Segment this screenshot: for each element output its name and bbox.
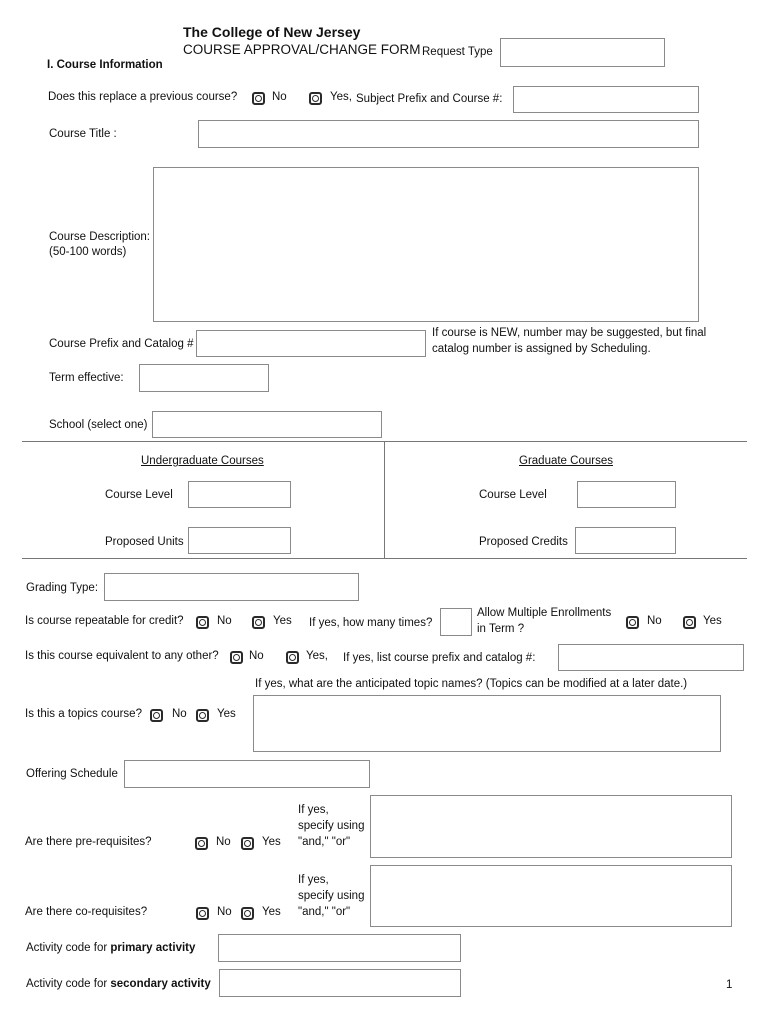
college-name: The College of New Jersey — [183, 24, 361, 40]
repeatable-question: Is course repeatable for credit? — [25, 615, 184, 627]
equivalent-no-label: No — [249, 650, 264, 662]
replace-yes-radio[interactable] — [309, 92, 322, 105]
repeatable-no-label: No — [217, 615, 232, 627]
prereq-spec-line3: "and," "or" — [298, 836, 351, 848]
multi-enroll-no-label: No — [647, 615, 662, 627]
prereq-yes-label: Yes — [262, 836, 281, 848]
grad-level-field[interactable] — [577, 481, 676, 508]
coreq-spec-line1: If yes, — [298, 874, 329, 886]
course-description-hint: (50-100 words) — [49, 246, 127, 258]
prereq-field[interactable] — [370, 795, 732, 858]
subject-prefix-field[interactable] — [513, 86, 699, 113]
grad-credits-field[interactable] — [575, 527, 676, 554]
primary-activity-label: Activity code for primary activity — [26, 942, 196, 954]
replace-no-radio[interactable] — [252, 92, 265, 105]
form-title: COURSE APPROVAL/CHANGE FORM — [183, 42, 421, 57]
coreq-question: Are there co-requisites? — [25, 906, 148, 918]
prereq-spec-line1: If yes, — [298, 804, 329, 816]
multi-enroll-line2: in Term ? — [477, 623, 525, 635]
catalog-note-line2: catalog number is assigned by Scheduling. — [432, 343, 651, 355]
course-description-label: Course Description: — [49, 231, 150, 243]
course-description-field[interactable] — [153, 167, 699, 322]
replace-no-label: No — [272, 91, 287, 103]
topic-names-field[interactable] — [253, 695, 721, 752]
offering-schedule-label: Offering Schedule — [26, 768, 118, 780]
term-effective-field[interactable] — [139, 364, 269, 392]
repeatable-yes-label: Yes — [273, 615, 292, 627]
equivalent-question: Is this course equivalent to any other? — [25, 650, 219, 662]
multi-enroll-yes-radio[interactable] — [683, 616, 696, 629]
request-type-label: Request Type — [422, 46, 493, 58]
section-divider-vertical — [384, 441, 385, 558]
prereq-yes-radio[interactable] — [241, 837, 254, 850]
prefix-catalog-field[interactable] — [196, 330, 426, 357]
multi-enroll-line1: Allow Multiple Enrollments — [477, 607, 612, 619]
catalog-note-line1: If course is NEW, number may be suggested, but final — [432, 327, 707, 339]
topics-no-radio[interactable] — [150, 709, 163, 722]
page-number: 1 — [726, 979, 733, 991]
prereq-spec-line2: specify using — [298, 820, 365, 832]
prereq-question: Are there pre-requisites? — [25, 836, 152, 848]
replace-yes-label: Yes, — [330, 91, 352, 103]
undergrad-level-field[interactable] — [188, 481, 291, 508]
offering-schedule-field[interactable] — [124, 760, 370, 788]
equivalent-list-label: If yes, list course prefix and catalog #: — [343, 652, 536, 664]
coreq-yes-radio[interactable] — [241, 907, 254, 920]
coreq-spec-line2: specify using — [298, 890, 365, 902]
grading-type-label: Grading Type: — [26, 582, 99, 594]
prereq-no-label: No — [216, 836, 231, 848]
topics-yes-label: Yes — [217, 708, 236, 720]
grad-heading: Graduate Courses — [519, 455, 613, 467]
grad-level-label: Course Level — [479, 489, 547, 501]
course-title-label: Course Title : — [49, 128, 117, 140]
subject-prefix-label: Subject Prefix and Course #: — [356, 93, 503, 105]
request-type-field[interactable] — [500, 38, 665, 67]
topics-question: Is this a topics course? — [25, 708, 142, 720]
primary-activity-field[interactable] — [218, 934, 461, 962]
school-select[interactable] — [152, 411, 382, 438]
grad-credits-label: Proposed Credits — [479, 536, 568, 548]
multi-enroll-no-radio[interactable] — [626, 616, 639, 629]
equivalent-no-radio[interactable] — [230, 651, 243, 664]
secondary-activity-field[interactable] — [219, 969, 461, 997]
term-effective-label: Term effective: — [49, 372, 124, 384]
grading-type-field[interactable] — [104, 573, 359, 601]
repeatable-no-radio[interactable] — [196, 616, 209, 629]
topics-note: If yes, what are the anticipated topic names? (Topics can be modified at a later date.) — [255, 678, 688, 690]
coreq-no-radio[interactable] — [196, 907, 209, 920]
prefix-catalog-label: Course Prefix and Catalog # — [49, 338, 194, 350]
equivalent-course-field[interactable] — [558, 644, 744, 671]
multi-enroll-yes-label: Yes — [703, 615, 722, 627]
coreq-spec-line3: "and," "or" — [298, 906, 351, 918]
replace-question: Does this replace a previous course? — [48, 91, 238, 103]
topics-yes-radio[interactable] — [196, 709, 209, 722]
course-title-field[interactable] — [198, 120, 699, 148]
coreq-field[interactable] — [370, 865, 732, 927]
undergrad-level-label: Course Level — [105, 489, 173, 501]
how-many-times-field[interactable] — [440, 608, 472, 636]
undergrad-units-field[interactable] — [188, 527, 291, 554]
prereq-no-radio[interactable] — [195, 837, 208, 850]
section-divider-bottom — [22, 558, 747, 559]
repeatable-yes-radio[interactable] — [252, 616, 265, 629]
section-title: I. Course Information — [47, 59, 163, 71]
school-label: School (select one) — [49, 419, 148, 431]
equivalent-yes-radio[interactable] — [286, 651, 299, 664]
coreq-yes-label: Yes — [262, 906, 281, 918]
coreq-no-label: No — [217, 906, 232, 918]
equivalent-yes-label: Yes, — [306, 650, 328, 662]
how-many-times-label: If yes, how many times? — [309, 617, 433, 629]
undergrad-units-label: Proposed Units — [105, 536, 184, 548]
secondary-activity-label: Activity code for secondary activity — [26, 978, 211, 990]
undergrad-heading: Undergraduate Courses — [141, 455, 264, 467]
topics-no-label: No — [172, 708, 187, 720]
